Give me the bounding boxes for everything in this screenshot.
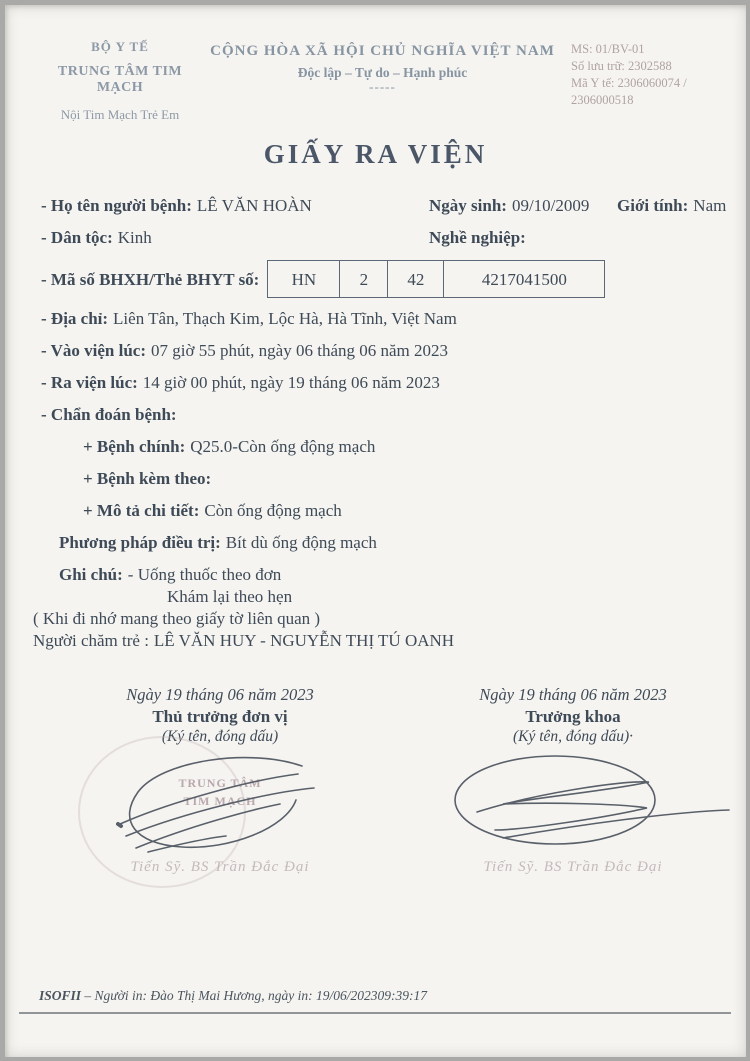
comorbidity-row [41,468,731,489]
detail-row [41,500,731,521]
insurance-code-table [267,260,605,298]
document-body [33,195,731,662]
caretaker-row [33,630,731,651]
notes-line2-row [41,586,731,607]
document-title: GIẤY RA VIỆN [263,139,488,169]
discharge-time-row [41,372,731,393]
print-system-name: ISOFII [39,988,82,1003]
notes-line3-row [33,608,731,629]
gender-label: Giới tính: [617,196,689,215]
record-codes-block [571,41,743,109]
occupation-label: Nghề nghiệp: [429,228,526,247]
medical-code-line2: 2306000518 [571,93,634,107]
diagnosis-header-row [41,404,731,425]
main-disease-row [41,436,731,457]
department-name: Nội Tim Mạch Trẻ Em [60,107,180,122]
signature-role: Trưởng khoa [525,707,621,726]
discharge-label: - Ra viện lúc: [41,373,138,392]
treatment-method-label: Phương pháp điều trị: [59,533,221,552]
patient-name-label: - Họ tên người bệnh: [41,196,192,215]
country-title: CỘNG HÒA XÃ HỘI CHỦ NGHĨA VIỆT NAM [210,43,555,59]
patient-name-row [41,195,731,216]
discharge-value: 14 giờ 00 phút, ngày 19 tháng 06 năm 2023 [142,373,440,392]
diagnosis-label: - Chẩn đoán bệnh: [41,405,177,424]
print-info-text: – Người in: Đào Thị Mai Hương, ngày in: 19/06/202309:39:17 [81,988,428,1003]
treatment-method-row [41,532,731,553]
signature-area [60,750,380,875]
signer-name-faint: Tiến Sỹ. BS Trần Đắc Đại [130,859,310,875]
ministry-name: BỘ Y TẾ [91,39,149,54]
treatment-method-value: Bít dù ống động mạch [225,533,377,552]
issuer-block [35,39,205,123]
archive-number: Số lưu trữ: 2302588 [571,59,672,73]
signer-name-faint: Tiến Sỹ. BS Trần Đắc Đại [483,859,663,875]
patient-name-value: LÊ VĂN HOÀN [196,196,312,215]
address-row [41,308,731,329]
notes-label: Ghi chú: [59,565,123,584]
caretaker-label: Người chăm trẻ : [33,631,149,650]
caretaker-value: LÊ VĂN HUY - NGUYỄN THỊ TÚ OANH [153,631,455,650]
dob-value: 09/10/2009 [511,196,590,215]
stamp-text-line1: TRUNG TÂM [178,776,262,790]
signature-date: Ngày 19 tháng 06 năm 2023 [126,685,314,704]
signature-block-director [60,685,380,875]
admission-value: 07 giờ 55 phút, ngày 06 tháng 06 năm 2023 [151,341,449,360]
motto: Độc lập – Tự do – Hạnh phúc [297,65,468,80]
detail-value: Còn ống động mạch [204,501,342,520]
footer-divider-line [19,1012,731,1014]
signature-scrawl [90,750,340,858]
stamp-text-line2: TIM MẠCH [183,794,257,808]
signature-scrawl [443,750,733,858]
gender-value: Nam [693,196,727,215]
notes-row [41,564,731,585]
insurance-cell-province: 42 [388,261,444,297]
main-disease-value: Q25.0-Còn ống động mạch [190,437,376,456]
form-code: MS: 01/BV-01 [571,42,645,56]
admission-time-row [41,340,731,361]
signature-instruction: (Ký tên, đóng dấu) [161,728,279,745]
national-motto-block [195,43,570,95]
hospital-name: TRUNG TÂM TIM MẠCH [57,64,183,95]
insurance-label: - Mã số BHXH/Thẻ BHYT số: [41,269,260,289]
notes-value: - Uống thuốc theo đơn [127,565,282,584]
motto-divider: ----- [369,79,396,94]
medical-code-line1: Mã Y tế: 2306060074 / [571,76,687,90]
address-label: - Địa chỉ: [41,309,109,328]
comorbidity-label: + Bệnh kèm theo: [83,469,212,488]
main-disease-label: + Bệnh chính: [83,437,186,456]
scanned-discharge-document [5,5,746,1057]
print-info-footer [39,988,719,1004]
notes-line3: ( Khi đi nhớ mang theo giấy tờ liên quan ) [33,609,321,628]
ethnicity-value: Kinh [117,228,152,247]
dob-label: Ngày sinh: [429,196,507,215]
notes-line2: Khám lại theo hẹn [167,587,293,606]
ethnicity-row [41,227,731,248]
insurance-cell-group: 2 [340,261,388,297]
signature-date: Ngày 19 tháng 06 năm 2023 [479,685,667,704]
insurance-number-row [41,259,731,299]
signature-block-head-of-dept [413,685,733,875]
insurance-cell-prefix: HN [268,261,340,297]
admission-label: - Vào viện lúc: [41,341,146,360]
address-value: Liên Tân, Thạch Kim, Lộc Hà, Hà Tĩnh, Việt Nam [113,309,457,328]
signature-role: Thủ trưởng đơn vị [152,707,288,726]
signature-area [413,750,733,875]
detail-label: + Mô tả chi tiết: [83,501,200,520]
signature-instruction: (Ký tên, đóng dấu)· [512,728,634,745]
insurance-cell-serial: 4217041500 [481,269,567,289]
ethnicity-label: - Dân tộc: [41,228,113,247]
